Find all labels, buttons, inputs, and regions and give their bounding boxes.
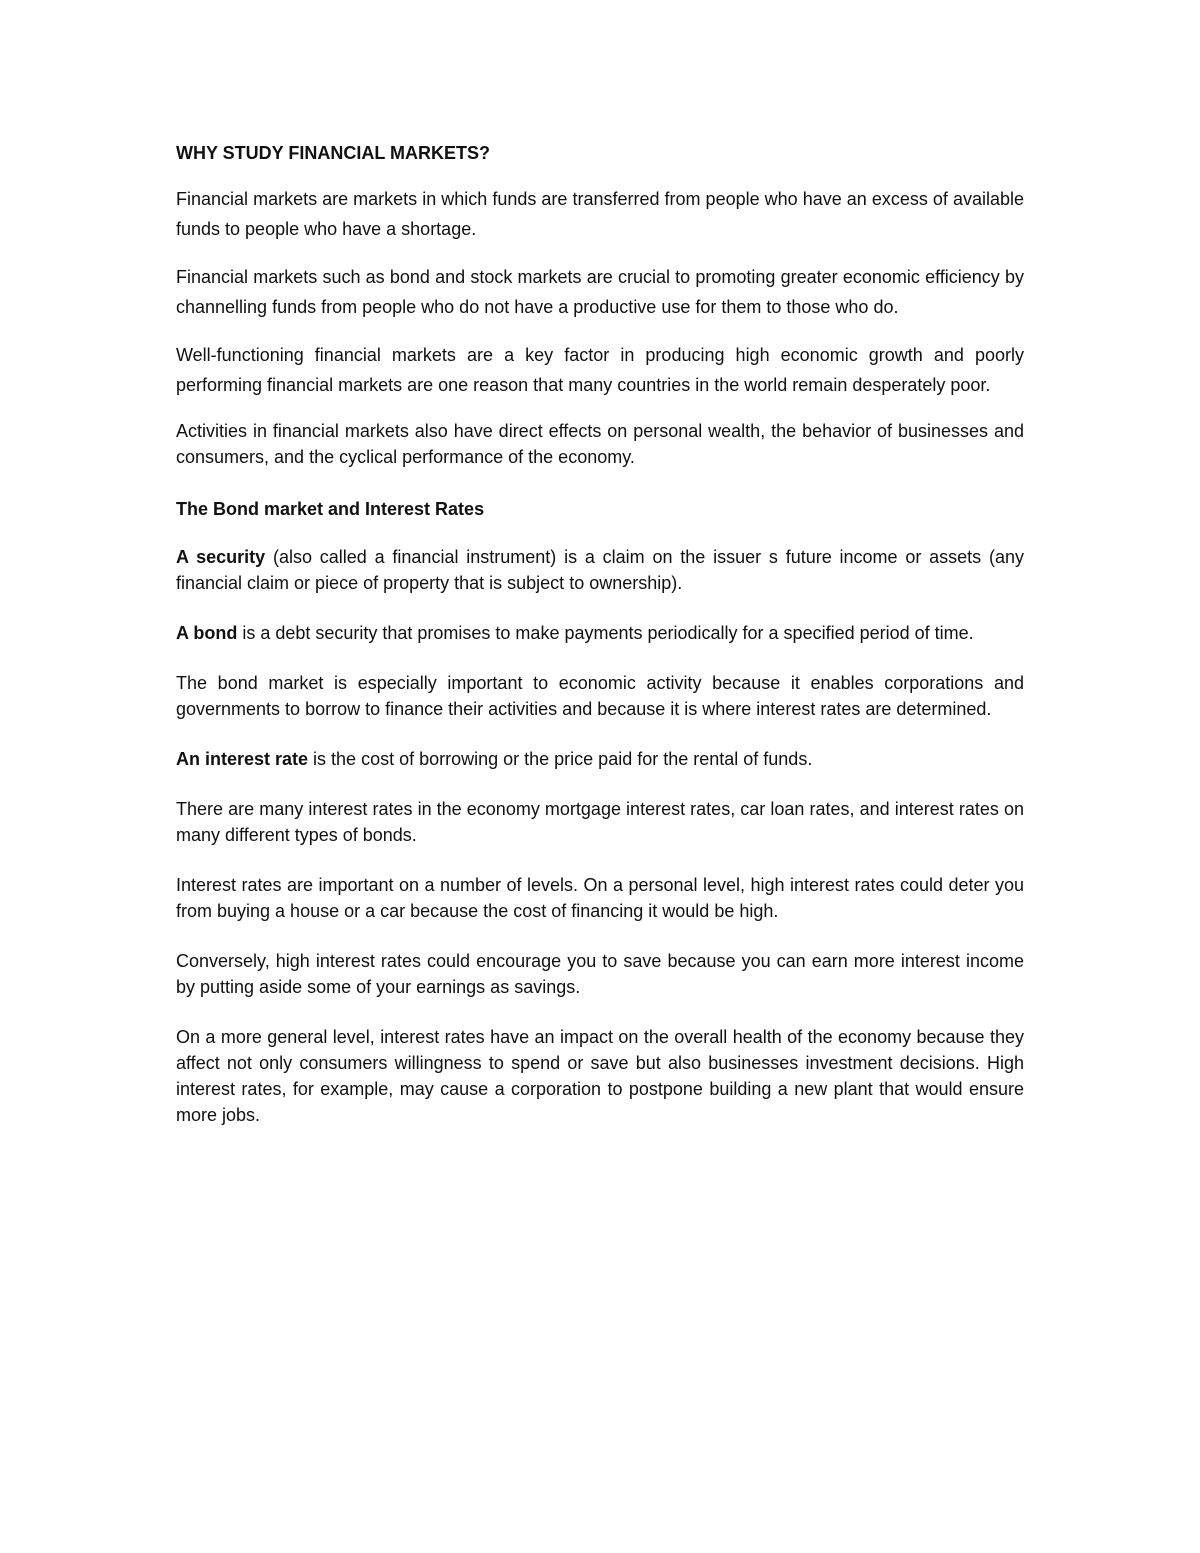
term-bond: A bond bbox=[176, 623, 238, 643]
page-title: WHY STUDY FINANCIAL MARKETS? bbox=[176, 143, 491, 163]
term-interest-rate: An interest rate bbox=[176, 749, 309, 769]
paragraph-many-rates: There are many interest rates in the economy mortgage interest rates, car loan rates, and interest rates on many different types of bonds. bbox=[176, 799, 1024, 845]
term-security: A security bbox=[176, 547, 266, 567]
paragraph-activities: Activities in financial markets also have direct effects on personal wealth, the behavior of businesses and consumers, and the cyclical performance of the economy. bbox=[176, 421, 1024, 467]
document-body bbox=[176, 138, 1024, 1152]
paragraph-general-level: On a more general level, interest rates have an impact on the overall health of the economy because they affect not only consumers willingness to spend or save but also businesses investment decisions. High interest rates, for example, may cause a corporation to postpone building a new plant that would ensure more jobs. bbox=[176, 1027, 1024, 1125]
paragraph-efficiency: Financial markets such as bond and stock markets are crucial to promoting greater economic efficiency by channelling funds from people who do not have a productive use for them to those who do. bbox=[176, 267, 1024, 317]
paragraph-security bbox=[176, 544, 1024, 596]
security-definition: (also called a financial instrument) is a claim on the issuer s future income or assets (any financial claim or piece of property that is subject to ownership). bbox=[176, 547, 1024, 593]
section-heading: The Bond market and Interest Rates bbox=[176, 499, 485, 519]
bond-definition: is a debt security that promises to make payments periodically for a specified period of time. bbox=[237, 623, 974, 643]
paragraph-growth: Well-functioning financial markets are a key factor in producing high economic growth and poorly performing financial markets are one reason that many countries in the world remain desperately poor. bbox=[176, 345, 1024, 395]
interest-rate-definition: is the cost of borrowing or the price paid for the rental of funds. bbox=[308, 749, 813, 769]
paragraph-levels: Interest rates are important on a number of levels. On a personal level, high interest rates could deter you from buying a house or a car because the cost of financing it would be high. bbox=[176, 875, 1024, 921]
paragraph-conversely: Conversely, high interest rates could encourage you to save because you can earn more interest income by putting aside some of your earnings as savings. bbox=[176, 951, 1024, 997]
paragraph-bond bbox=[176, 620, 1024, 646]
paragraph-interest-rate bbox=[176, 746, 1024, 772]
paragraph-definition: Financial markets are markets in which funds are transferred from people who have an excess of available funds to people who have a shortage. bbox=[176, 189, 1024, 239]
paragraph-bond-market: The bond market is especially important to economic activity because it enables corporations and governments to borrow to finance their activities and because it is where interest rates are determined. bbox=[176, 673, 1024, 719]
